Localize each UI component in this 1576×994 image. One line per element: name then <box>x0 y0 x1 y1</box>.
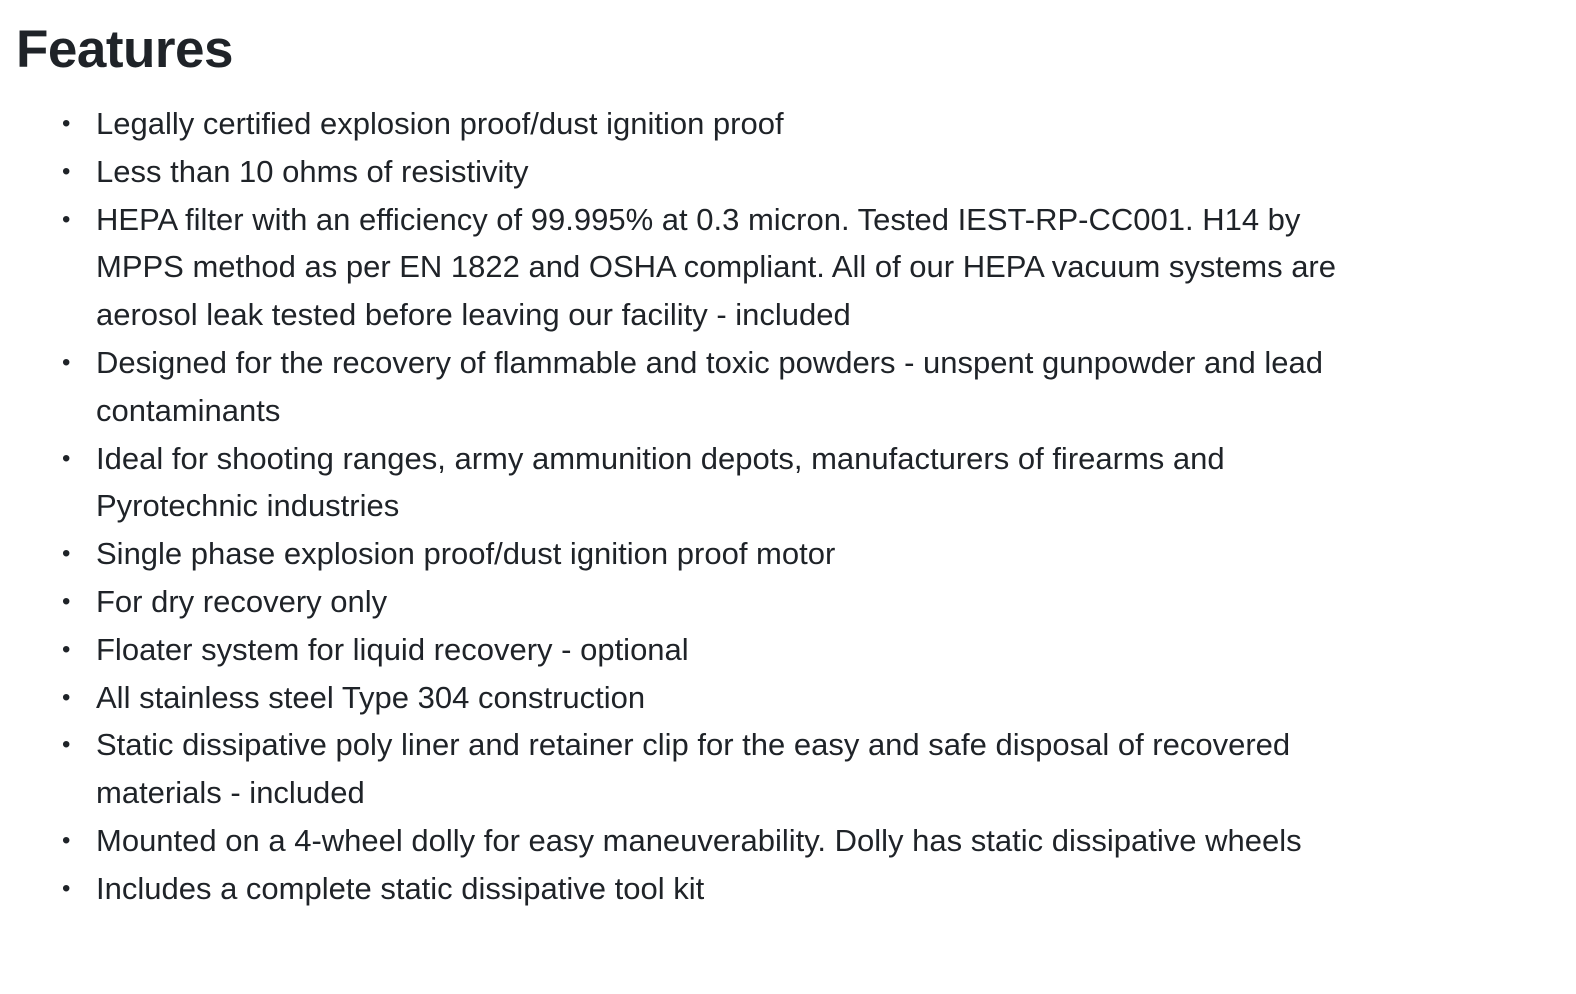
bullet-icon: • <box>62 731 71 759</box>
list-item-text: Legally certified explosion proof/dust ignition proof <box>96 106 784 141</box>
list-item-text: Includes a complete static dissipative tool kit <box>96 870 705 906</box>
list-item-text: All stainless steel Type 304 construction <box>96 679 646 715</box>
list-item-text: Floater system for liquid recovery - optional <box>96 631 689 667</box>
list-item-text: Mounted on a 4-wheel dolly for easy maneuverability. Dolly has static dissipative wheels <box>96 822 1302 858</box>
list-item <box>62 435 1336 531</box>
list-item-text: Less than 10 ohms of resistivity <box>96 153 529 189</box>
bullet-icon: • <box>62 635 71 663</box>
list-item <box>62 530 1336 578</box>
bullet-icon: • <box>62 874 71 902</box>
list-item-text: Ideal for shooting ranges, army ammunition depots, manufacturers of firearms and Pyrotechnic industries <box>96 440 1225 524</box>
list-item <box>62 339 1336 435</box>
list-item-text: Static dissipative poly liner and retainer clip for the easy and safe disposal of recovered materials - included <box>96 727 1291 811</box>
list-item-text: Designed for the recovery of flammable and toxic powders - unspent gunpowder and lead contaminants <box>96 344 1323 428</box>
bullet-icon: • <box>62 205 71 233</box>
bullet-icon: • <box>62 110 71 137</box>
bullet-icon: • <box>62 157 71 185</box>
bullet-icon: • <box>62 683 71 711</box>
bullet-icon: • <box>62 348 71 376</box>
list-item-text: For dry recovery only <box>96 583 388 619</box>
bullet-icon: • <box>62 444 71 472</box>
features-section <box>0 18 1352 913</box>
bullet-icon: • <box>62 826 71 854</box>
list-item-text: HEPA filter with an efficiency of 99.995% at 0.3 micron. Tested IEST-RP-CC001. H14 by MPPS method as per EN 1822 and OSHA compliant. All of our HEPA vacuum systems are aerosol leak tested before leaving our facility - included <box>96 201 1336 333</box>
list-item <box>62 626 1336 674</box>
bullet-icon: • <box>62 540 71 568</box>
list-item <box>62 196 1336 339</box>
list-item <box>62 817 1336 865</box>
page-title: Features <box>16 20 233 79</box>
list-item <box>62 578 1336 626</box>
list-item <box>62 100 1336 148</box>
list-item <box>62 865 1336 913</box>
features-list <box>16 100 1336 913</box>
bullet-icon: • <box>62 587 71 615</box>
list-item-text: Single phase explosion proof/dust ignition proof motor <box>96 536 836 572</box>
list-item <box>62 148 1336 196</box>
list-item <box>62 674 1336 722</box>
list-item <box>62 721 1336 817</box>
